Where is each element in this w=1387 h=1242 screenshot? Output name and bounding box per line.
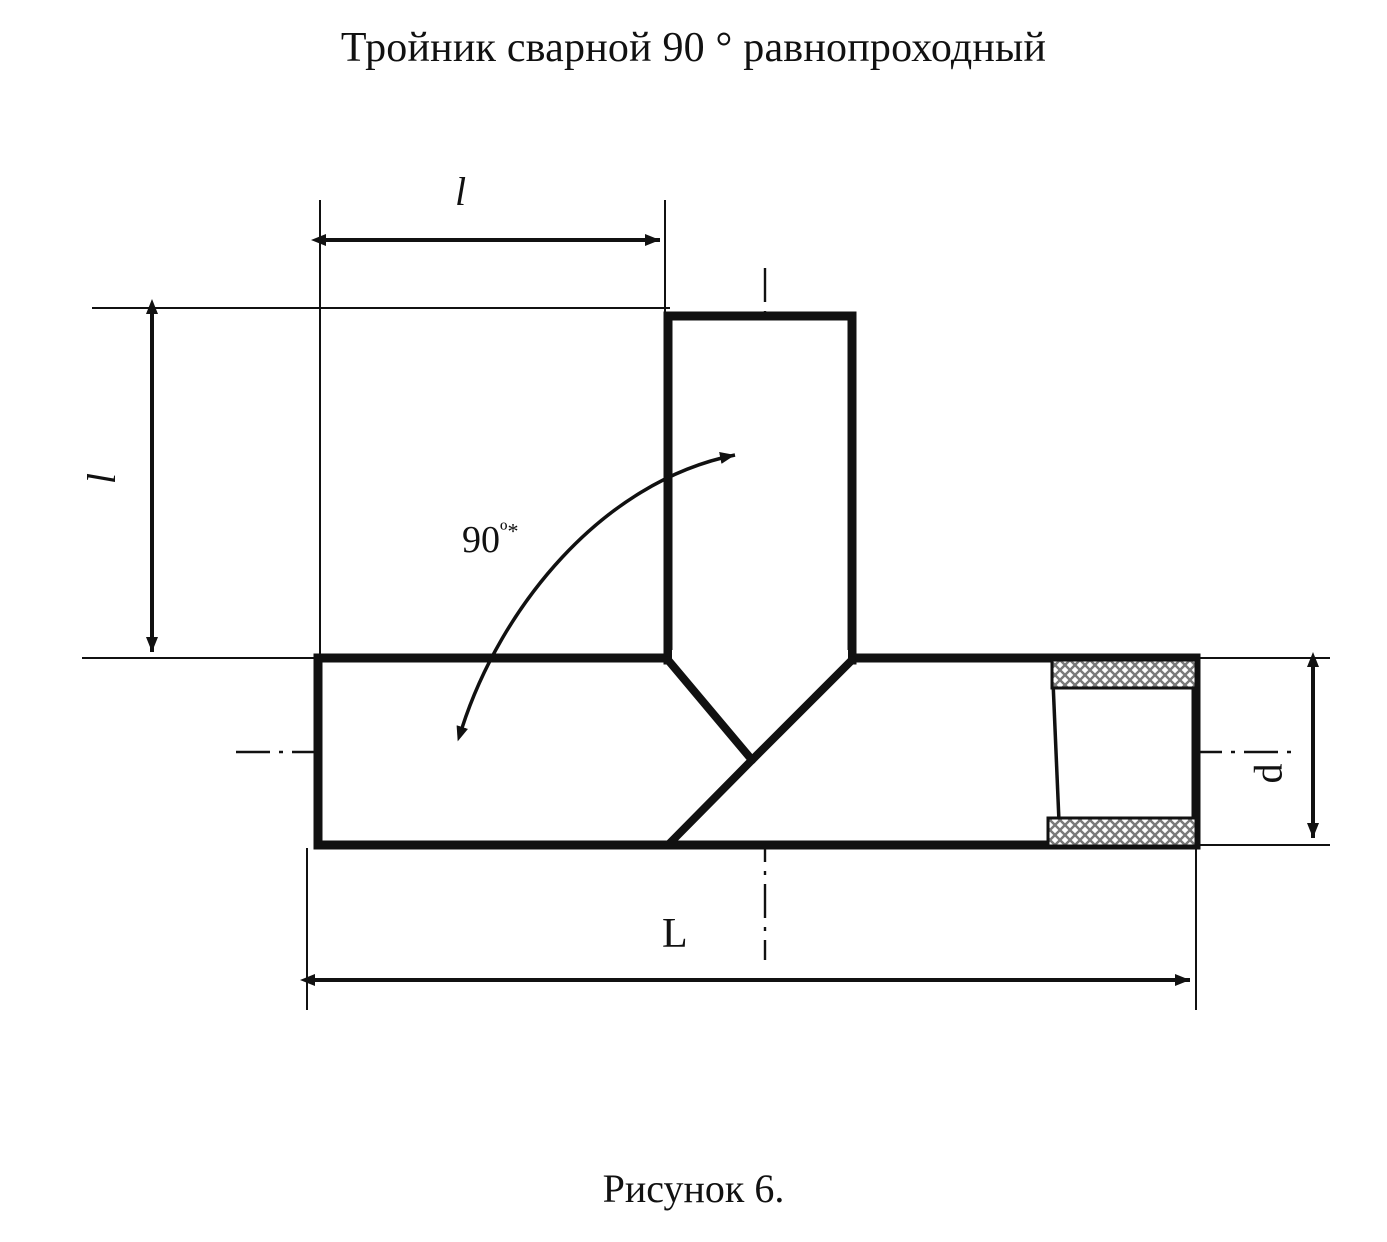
label-branch-height: l — [79, 472, 125, 485]
angle-degree-icon: º — [500, 518, 508, 545]
angle-value: 90 — [462, 519, 500, 561]
figure-title: Тройник сварной 90 ° равнопроходный — [340, 25, 1047, 71]
label-run-length: L — [662, 911, 688, 957]
label-diameter: d — [1245, 763, 1291, 784]
branch-pipe-body — [668, 316, 852, 660]
label-angle — [462, 518, 518, 562]
label-branch-length: l — [455, 169, 467, 214]
junction-mask — [672, 650, 848, 668]
angle-footnote-mark: * — [507, 518, 519, 544]
figure-caption: Рисунок 6. — [602, 1166, 785, 1211]
